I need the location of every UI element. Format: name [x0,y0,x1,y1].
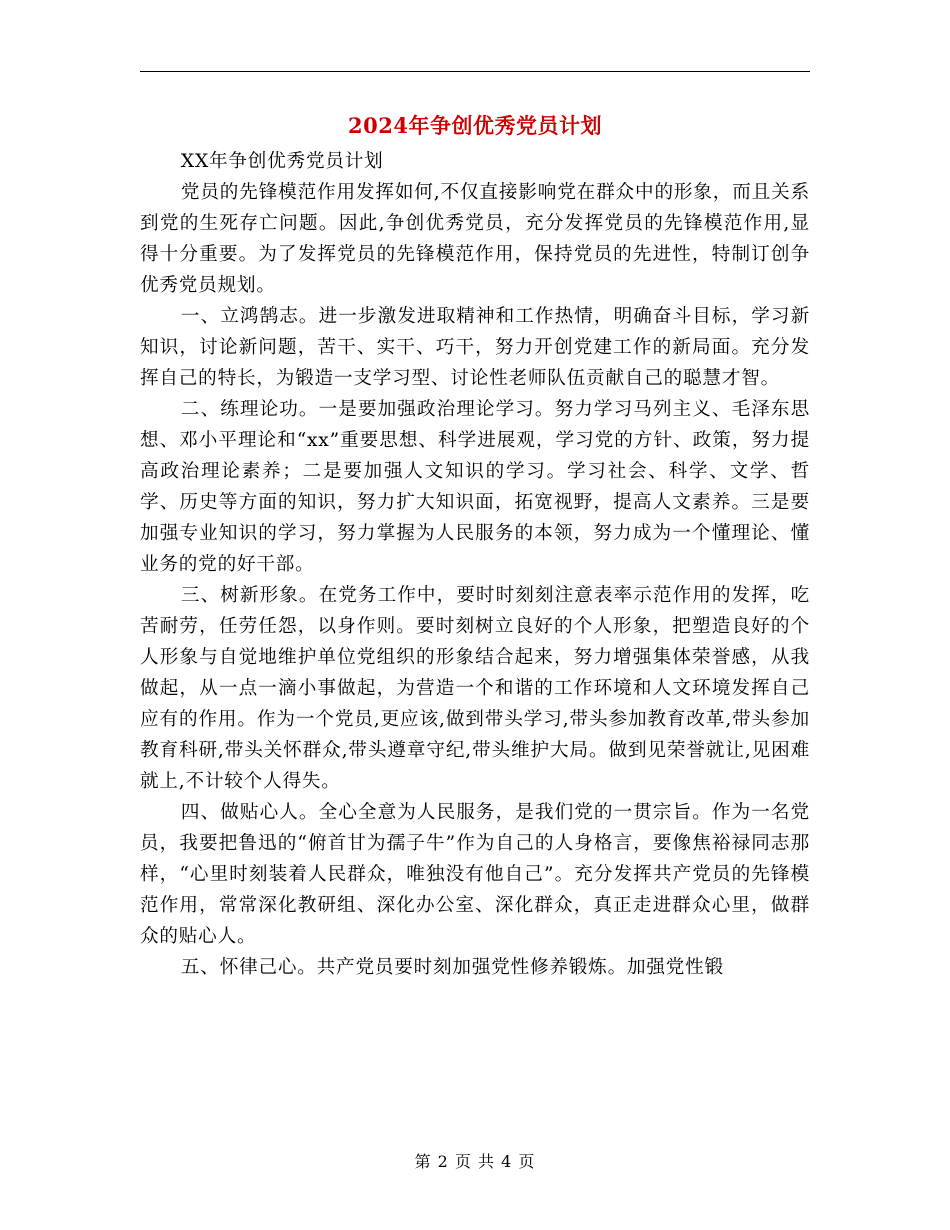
header-rule [140,71,810,72]
page-footer [0,1150,950,1174]
page-number: 第 2 页 共 4 页 [414,1152,536,1171]
paragraph-section-2: 二、练理论功。一是要加强政治理论学习。努力学习马列主义、毛泽东思想、邓小平理论和“xx”重要思想、科学进展观，学习党的方针、政策，努力提高政治理论素养；二是要加强人文知识的学习。学习社会、科学、文学、哲学、历史等方面的知识，努力扩大知识面，拓宽视野，提高人文素养。三是要加强专业知识的学习，努力掌握为人民服务的本领，努力成为一个懂理论、懂业务的党的好干部。 [140,399,810,575]
document-title: 2024年争创优秀党员计划 [348,113,602,138]
paragraph-section-1: 一、立鸿鹄志。进一步激发进取精神和工作热情，明确奋斗目标，学习新知识，讨论新问题，苦干、实干、巧干，努力开创党建工作的新局面。充分发挥自己的特长，为锻造一支学习型、讨论性老师队伍贡献自己的聪慧才智。 [140,306,810,389]
paragraph-subtitle: XX年争创优秀党员计划 [180,151,384,172]
paragraph-intro: 党员的先锋模范作用发挥如何,不仅直接影响党在群众中的形象，而且关系到党的生死存亡问题。因此,争创优秀党员，充分发挥党员的先锋模范作用,显得十分重要。为了发挥党员的先锋模范作用，保持党员的先进性，特制订创争优秀党员规划。 [140,182,810,296]
paragraph-section-3: 三、树新形象。在党务工作中，要时时刻刻注意表率示范作用的发挥，吃苦耐劳，任劳任怨，以身作则。要时刻树立良好的个人形象，把塑造良好的个人形象与自觉地维护单位党组织的形象结合起来，努力增强集体荣誉感，从我做起，从一点一滴小事做起，为营造一个和谐的工作环境和人文环境发挥自己应有的作用。作为一个党员,更应该,做到带头学习,带头参加教育改革,带头参加教育科研,带头关怀群众,带头遵章守纪,带头维护大局。做到见荣誉就让,见困难就上,不计较个人得失。 [140,585,810,792]
paragraph-section-5: 五、怀律己心。共产党员要时刻加强党性修养锻炼。加强党性锻 [180,957,724,978]
document-body [140,146,810,983]
paragraph-section-4: 四、做贴心人。全心全意为人民服务，是我们党的一贯宗旨。作为一名党员，我要把鲁迅的“俯首甘为孺子牛”作为自己的人身格言，要像焦裕禄同志那样，“心里时刻装着人民群众，唯独没有他自己”。充分发挥共产党员的先锋模范作用，常常深化教研组、深化办公室、深化群众，真正走进群众心里，做群众的贴心人。 [140,802,810,947]
